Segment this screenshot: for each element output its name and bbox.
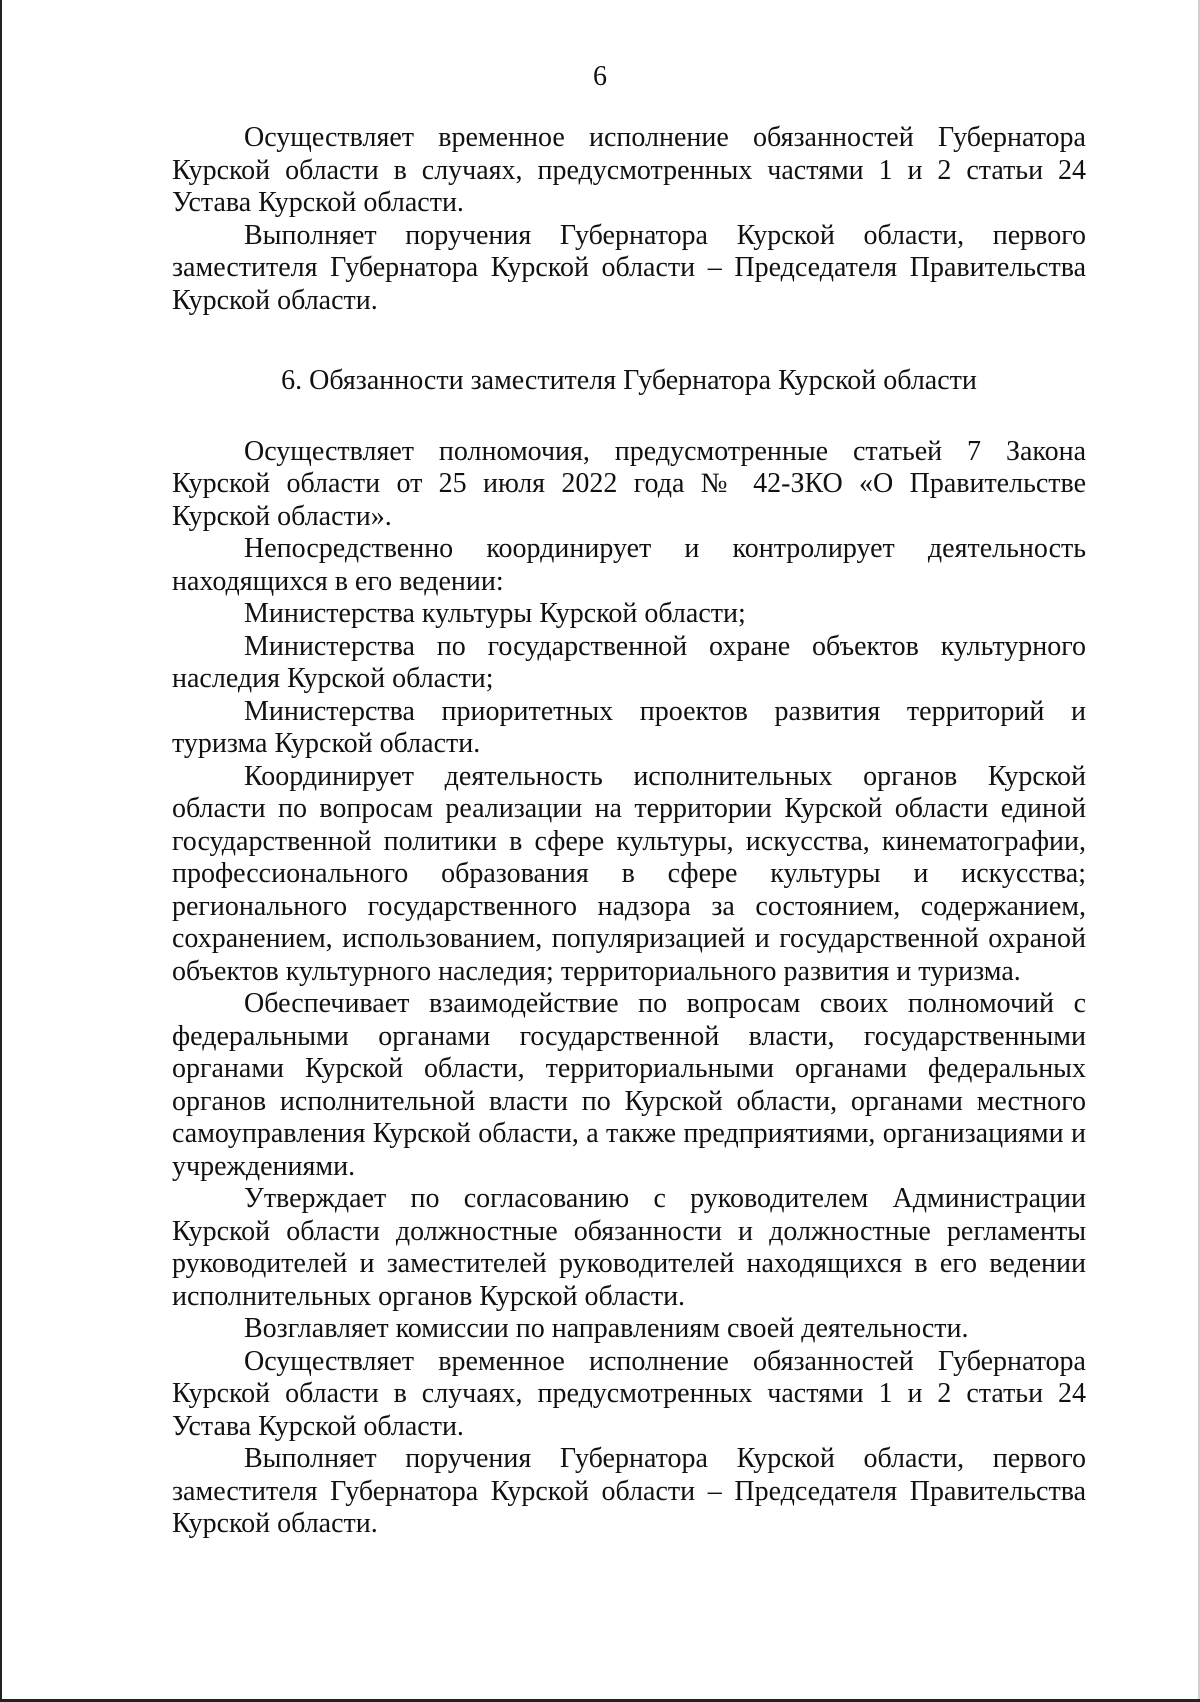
scan-edge-left xyxy=(0,0,2,1702)
list-item: Министерства приоритетных проектов развития территорий и туризма Курской области. xyxy=(172,695,1086,759)
paragraph: Выполняет поручения Губернатора Курской области, первого заместителя Губернатора Курской области – Председателя Правительства Курской области. xyxy=(172,219,1086,316)
paragraph: Возглавляет комиссии по направлениям своей деятельности. xyxy=(244,1313,969,1344)
paragraph: Непосредственно координирует и контролирует деятельность находящихся в его ведении: xyxy=(172,533,1086,597)
paragraph: Утверждает по согласованию с руководителем Администрации Курской области должностные обязанности и должностные регламенты руководителей и заместителей руководителей находящихся в его ведении исполнительных органов Курской области. xyxy=(172,1183,1086,1312)
paragraph: Координирует деятельность исполнительных органов Курской области по вопросам реализации на территории Курской области единой государственной политики в сфере культуры, искусства, кинематографии, профессионального образования в сфере культуры и искусства; регионального государственного надзора за состоянием, содержанием, сохранением, использованием, популяризацией и государственной охраной объектов культурного наследия; территориального развития и туризма. xyxy=(172,760,1086,987)
paragraph: Обеспечивает взаимодействие по вопросам своих полномочий с федеральными органами государственной власти, государственными органами Курской области, территориальными органами федеральных органов исполнительной власти по Курской области, органами местного самоуправления Курской области, а также предприятиями, организациями и учреждениями. xyxy=(172,988,1086,1182)
paragraph: Осуществляет полномочия, предусмотренные статьей 7 Закона Курской области от 25 июля 2022 года № 42-ЗКО «О Правительстве Курской области». xyxy=(172,435,1086,532)
document-body xyxy=(172,122,1086,1541)
paragraph: Выполняет поручения Губернатора Курской области, первого заместителя Губернатора Курской области – Председателя Правительства Курской области. xyxy=(172,1443,1086,1539)
page-number: 6 xyxy=(593,61,607,92)
paragraph: Осуществляет временное исполнение обязанностей Губернатора Курской области в случаях, предусмотренных частями 1 и 2 статьи 24 Устава Курской области. xyxy=(172,1345,1086,1442)
section-heading: 6. Обязанности заместителя Губернатора Курской области xyxy=(281,365,977,396)
paragraph: Осуществляет временное исполнение обязанностей Губернатора Курской области в случаях, предусмотренных частями 1 и 2 статьи 24 Устава Курской области. xyxy=(172,122,1086,218)
list-item: Министерства культуры Курской области; xyxy=(244,598,746,629)
list-item: Министерства по государственной охране объектов культурного наследия Курской области; xyxy=(172,630,1086,694)
